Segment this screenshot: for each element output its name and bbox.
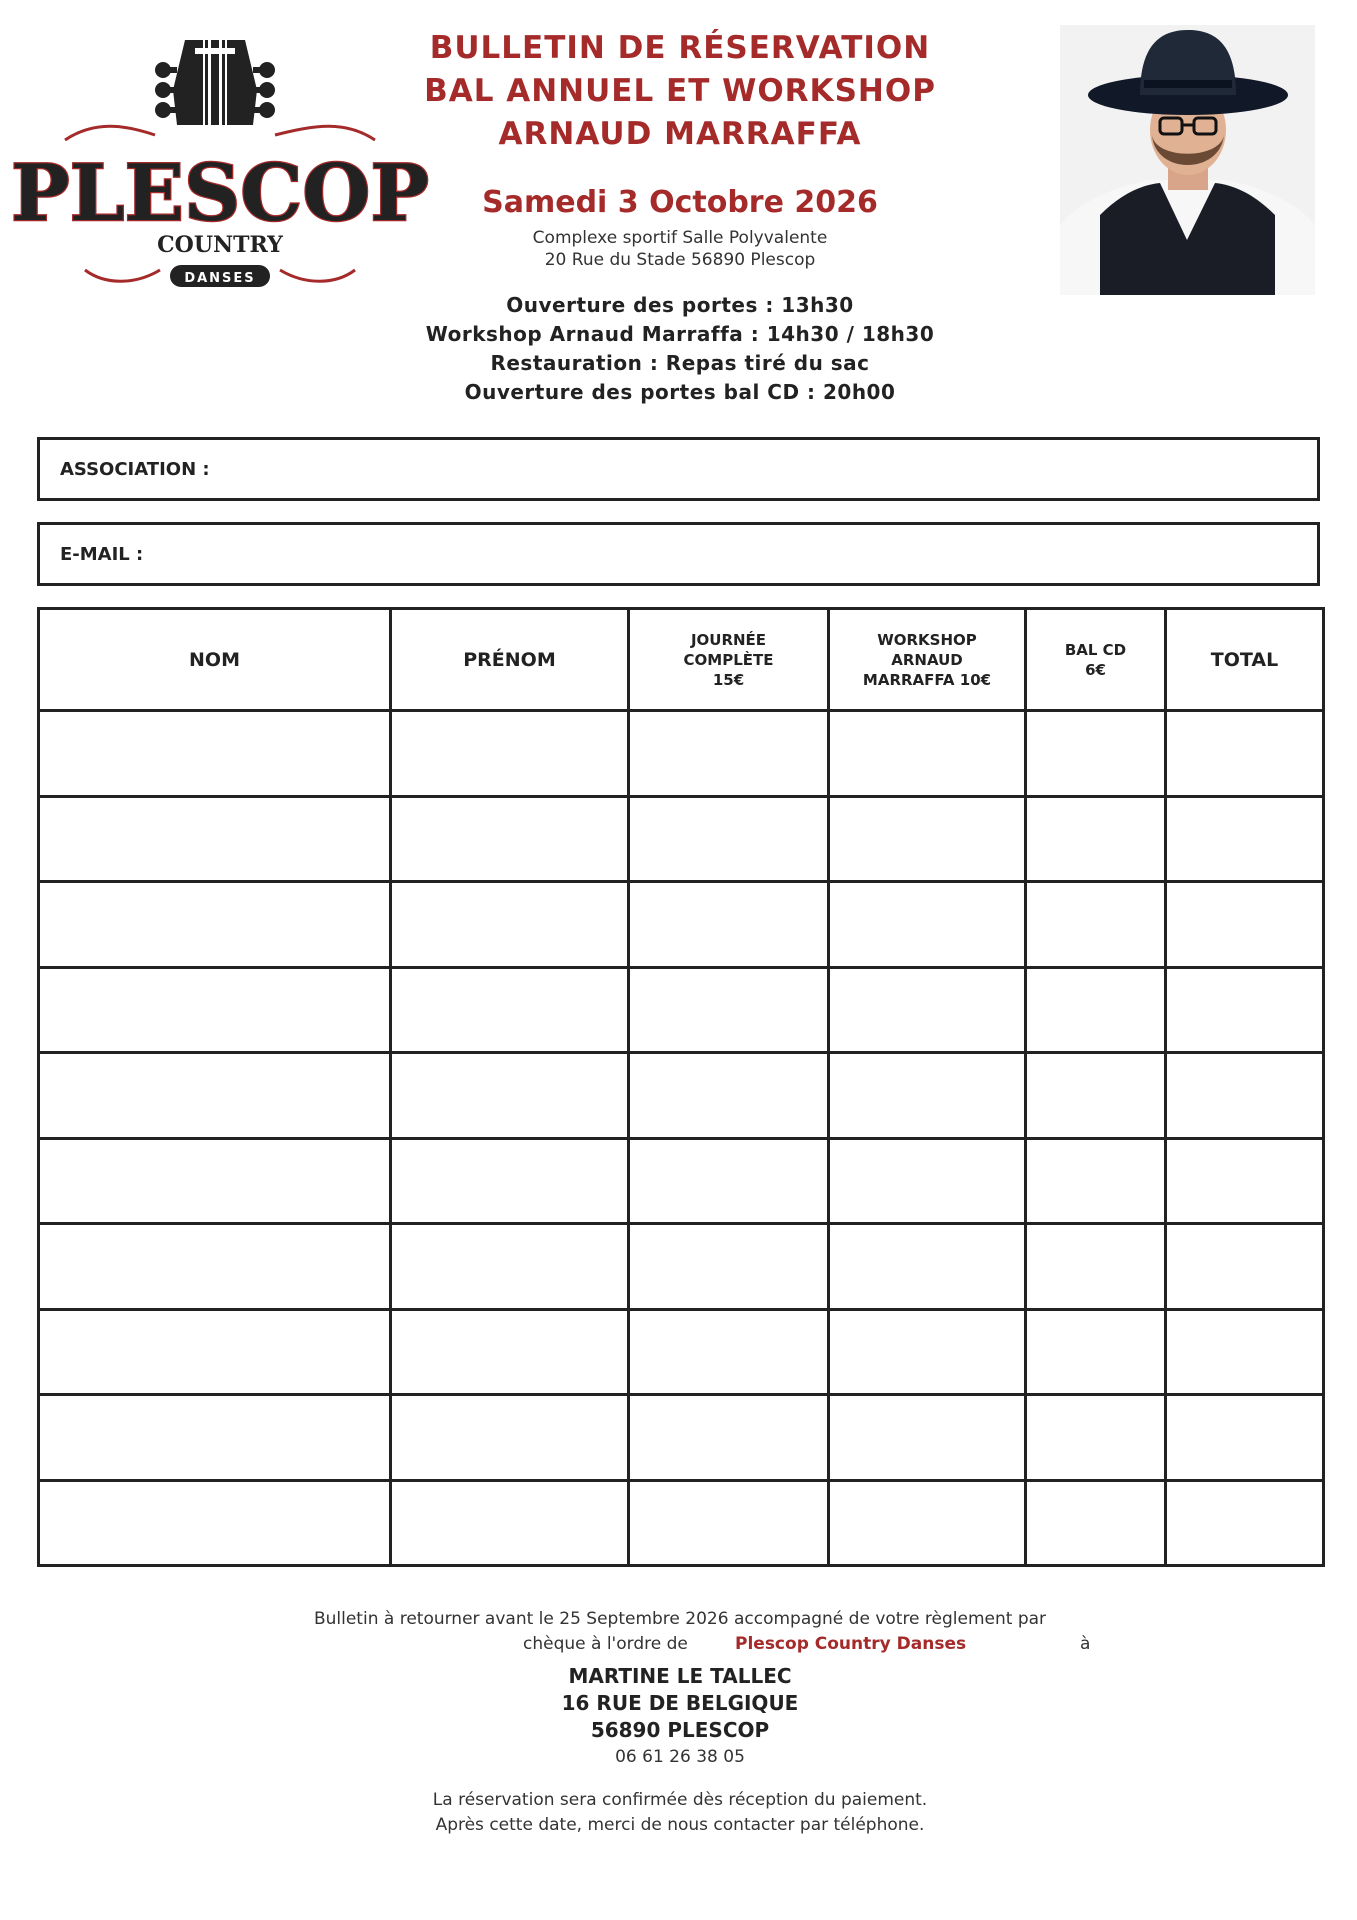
cell-total[interactable] (1166, 1309, 1324, 1395)
title-line-3: ARNAUD MARRAFFA (498, 116, 862, 152)
col-header-journee (629, 609, 829, 711)
cell-prenom[interactable] (391, 882, 629, 968)
table-row (39, 711, 1324, 797)
cell-prenom[interactable] (391, 711, 629, 797)
cell-total[interactable] (1166, 1395, 1324, 1481)
contact-note: Après cette date, merci de nous contacter par téléphone. (435, 1815, 925, 1835)
cell-balcd[interactable] (1026, 1480, 1166, 1566)
contact-phone: 06 61 26 38 05 (615, 1747, 745, 1767)
cell-balcd[interactable] (1026, 1138, 1166, 1224)
cell-workshop[interactable] (829, 711, 1026, 797)
table-row (39, 1309, 1324, 1395)
col-header-balcd-line-1: BAL CD (1064, 640, 1127, 659)
table-row (39, 1224, 1324, 1310)
registration-table (37, 607, 1325, 1567)
table-body (39, 711, 1324, 1566)
cell-balcd[interactable] (1026, 796, 1166, 882)
cell-balcd[interactable] (1026, 711, 1166, 797)
table-row (39, 1138, 1324, 1224)
contact-city: 56890 PLESCOP (590, 1718, 770, 1742)
col-header-journee-line-2: COMPLÈTE (683, 650, 774, 669)
cell-balcd[interactable] (1026, 882, 1166, 968)
table-header-row (39, 609, 1324, 711)
col-header-workshop (829, 609, 1026, 711)
association-label: ASSOCIATION : (60, 459, 210, 480)
venue-address: 20 Rue du Stade 56890 Plescop (544, 250, 816, 270)
table-row (39, 1053, 1324, 1139)
table-row (39, 967, 1324, 1053)
cell-balcd[interactable] (1026, 1224, 1166, 1310)
col-header-prenom: PRÉNOM (391, 609, 629, 711)
col-header-nom: NOM (39, 609, 391, 711)
schedule-workshop: Workshop Arnaud Marraffa : 14h30 / 18h30 (425, 322, 935, 346)
cell-nom[interactable] (39, 1480, 391, 1566)
confirmation-note: La réservation sera confirmée dès réception du paiement. (432, 1790, 928, 1810)
cell-workshop[interactable] (829, 882, 1026, 968)
cell-workshop[interactable] (829, 1224, 1026, 1310)
cell-nom[interactable] (39, 882, 391, 968)
contact-street: 16 RUE DE BELGIQUE (561, 1691, 799, 1715)
cell-nom[interactable] (39, 967, 391, 1053)
schedule-bal-doors: Ouverture des portes bal CD : 20h00 (464, 380, 896, 404)
title-line-2: BAL ANNUEL ET WORKSHOP (424, 73, 936, 109)
cell-total[interactable] (1166, 967, 1324, 1053)
cell-journee[interactable] (629, 1053, 829, 1139)
col-header-journee-line-3: 15€ (712, 670, 745, 689)
cell-balcd[interactable] (1026, 1309, 1166, 1395)
association-field[interactable] (37, 437, 1320, 501)
cowboy-portrait-photo (1060, 25, 1315, 295)
col-header-workshop-line-2: ARNAUD (891, 650, 963, 669)
cell-nom[interactable] (39, 711, 391, 797)
col-header-workshop-line-1: WORKSHOP (877, 630, 977, 649)
cell-nom[interactable] (39, 1053, 391, 1139)
cell-nom[interactable] (39, 796, 391, 882)
email-field[interactable] (37, 522, 1320, 586)
col-header-balcd-line-2: 6€ (1085, 660, 1106, 679)
cell-journee[interactable] (629, 796, 829, 882)
cell-prenom[interactable] (391, 1480, 629, 1566)
venue-name: Complexe sportif Salle Polyvalente (532, 228, 828, 248)
email-label: E-MAIL : (60, 544, 144, 565)
footer-cheque-prefix: chèque à l'ordre de (523, 1634, 688, 1654)
cell-nom[interactable] (39, 1138, 391, 1224)
table-row (39, 796, 1324, 882)
event-date: Samedi 3 Octobre 2026 (482, 185, 878, 220)
cell-workshop[interactable] (829, 1309, 1026, 1395)
cell-nom[interactable] (39, 1309, 391, 1395)
cell-total[interactable] (1166, 1224, 1324, 1310)
cell-journee[interactable] (629, 1480, 829, 1566)
plescop-country-danses-logo (11, 30, 429, 300)
cell-prenom[interactable] (391, 1053, 629, 1139)
cell-journee[interactable] (629, 1224, 829, 1310)
cell-prenom[interactable] (391, 796, 629, 882)
schedule-doors: Ouverture des portes : 13h30 (506, 293, 854, 317)
cell-prenom[interactable] (391, 1224, 629, 1310)
cell-journee[interactable] (629, 1138, 829, 1224)
cell-workshop[interactable] (829, 1053, 1026, 1139)
col-header-journee-line-1: JOURNÉE (690, 630, 767, 649)
cell-nom[interactable] (39, 1224, 391, 1310)
cell-prenom[interactable] (391, 1138, 629, 1224)
cell-journee[interactable] (629, 967, 829, 1053)
logo-danses-text: DANSES (184, 271, 256, 286)
cell-workshop[interactable] (829, 1480, 1026, 1566)
col-header-balcd (1026, 609, 1166, 711)
contact-name: MARTINE LE TALLEC (568, 1664, 792, 1688)
col-header-workshop-line-3: MARRAFFA 10€ (862, 670, 992, 689)
cell-journee[interactable] (629, 1395, 829, 1481)
cell-balcd[interactable] (1026, 1395, 1166, 1481)
schedule-food: Restauration : Repas tiré du sac (490, 351, 870, 375)
cell-total[interactable] (1166, 711, 1324, 797)
cell-prenom[interactable] (391, 1395, 629, 1481)
cell-workshop[interactable] (829, 1395, 1026, 1481)
cell-total[interactable] (1166, 1480, 1324, 1566)
cell-workshop[interactable] (829, 1138, 1026, 1224)
cell-journee[interactable] (629, 711, 829, 797)
footer-return-line-1: Bulletin à retourner avant le 25 Septembre 2026 accompagné de votre règlement par (313, 1609, 1047, 1629)
cell-total[interactable] (1166, 882, 1324, 968)
logo-country-text: COUNTRY (157, 232, 283, 258)
cell-workshop[interactable] (829, 796, 1026, 882)
cell-balcd[interactable] (1026, 967, 1166, 1053)
table-row (39, 882, 1324, 968)
cell-journee[interactable] (629, 882, 829, 968)
cell-total[interactable] (1166, 1053, 1324, 1139)
cell-prenom[interactable] (391, 1309, 629, 1395)
cell-workshop[interactable] (829, 967, 1026, 1053)
cell-total[interactable] (1166, 796, 1324, 882)
cell-balcd[interactable] (1026, 1053, 1166, 1139)
cell-nom[interactable] (39, 1395, 391, 1481)
guitar-headstock-icon (155, 40, 275, 125)
cell-prenom[interactable] (391, 967, 629, 1053)
logo-brand-text: PLESCOP (11, 148, 429, 239)
footer-cheque-suffix: à (1080, 1634, 1091, 1654)
col-header-total: TOTAL (1166, 609, 1324, 711)
footer-brand-name: Plescop Country Danses (735, 1634, 967, 1654)
title-line-1: BULLETIN DE RÉSERVATION (429, 30, 931, 66)
table-row (39, 1480, 1324, 1566)
table-row (39, 1395, 1324, 1481)
cell-journee[interactable] (629, 1309, 829, 1395)
cell-total[interactable] (1166, 1138, 1324, 1224)
